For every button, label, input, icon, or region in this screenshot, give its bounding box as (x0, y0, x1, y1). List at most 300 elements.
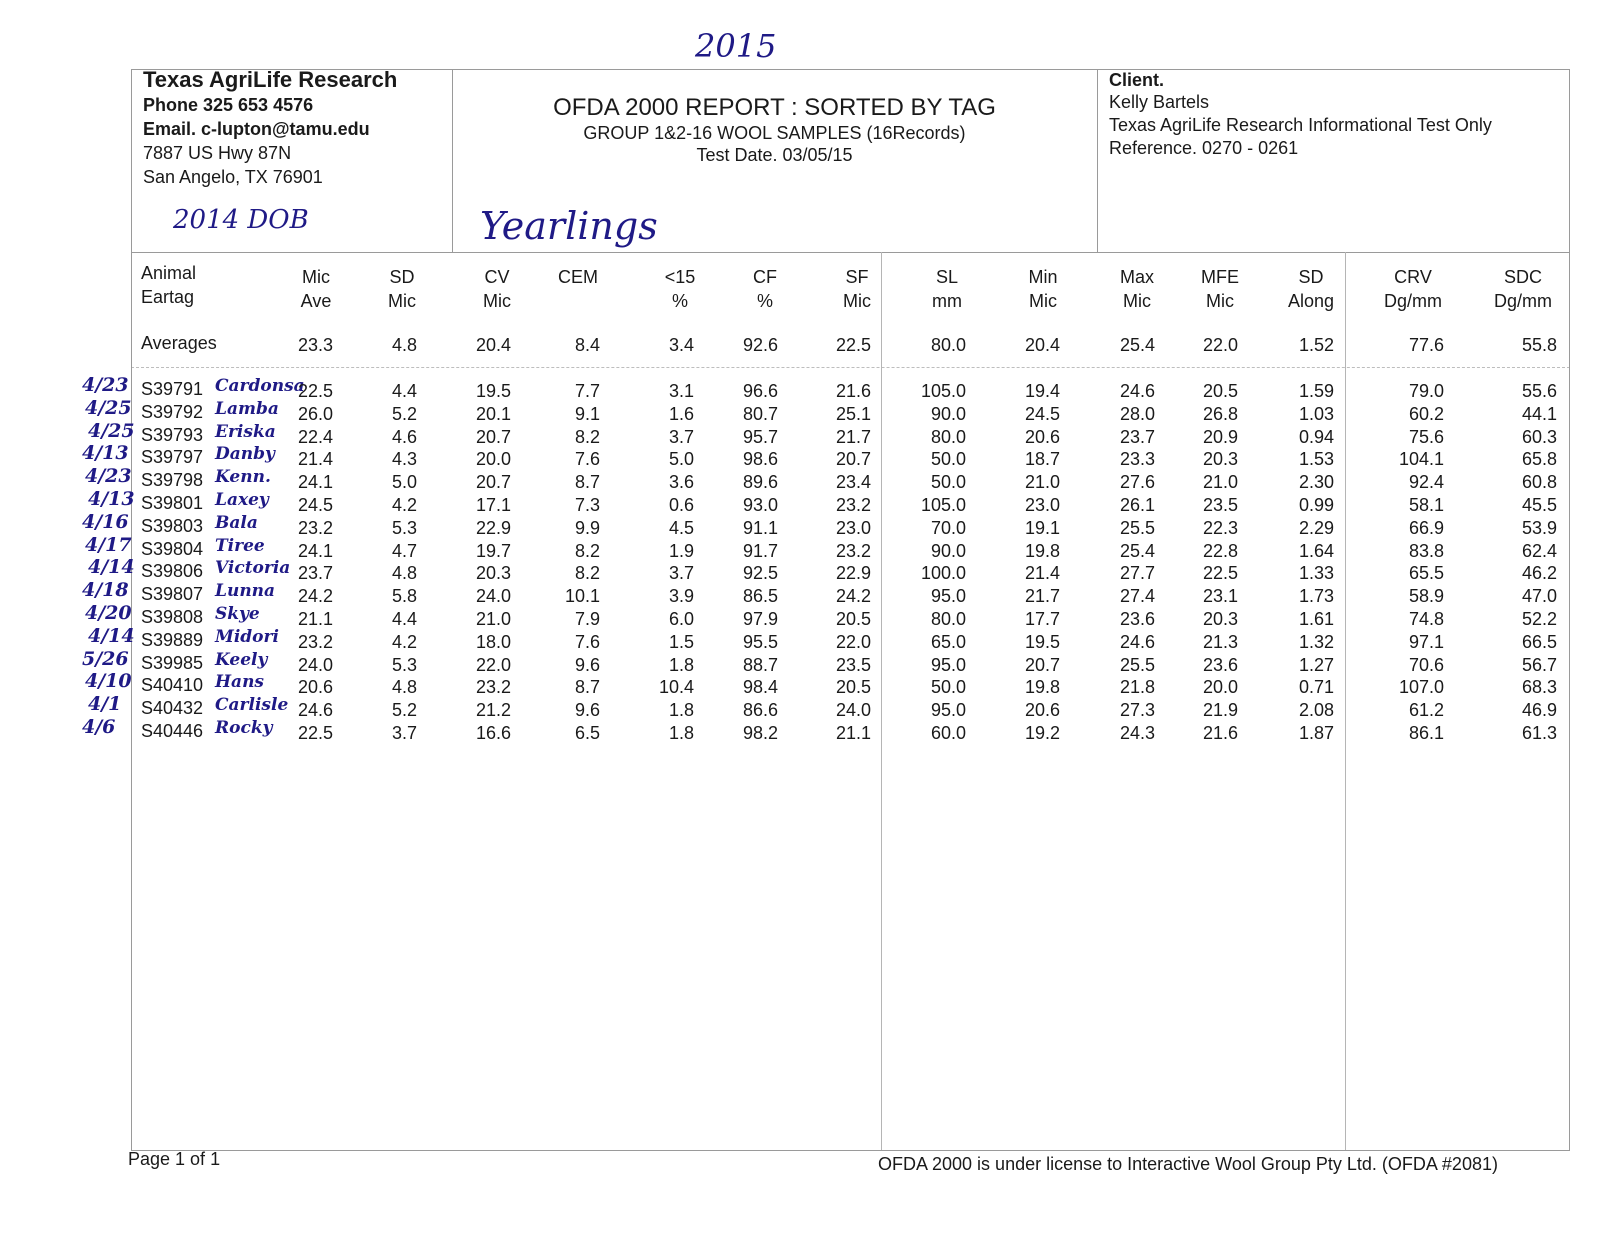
row-hand-name: Kenn. (215, 467, 271, 488)
averages-value: 23.3 (297, 335, 333, 355)
row-eartag: S39791 (141, 379, 204, 399)
averages-value: 20.4 (1024, 335, 1060, 355)
row-value: 21.0 (475, 609, 511, 629)
row-value: 21.6 (835, 381, 871, 401)
row-value: 25.4 (1119, 540, 1155, 561)
row-value: 22.5 (1202, 563, 1238, 584)
lab-block (143, 66, 443, 189)
report-test-date: Test Date. 03/05/15 (696, 145, 853, 165)
column-header-1-line-2: Ave (300, 291, 332, 311)
row-value: 47.0 (1521, 586, 1557, 607)
row-value: 88.7 (742, 654, 778, 675)
row-eartag: S39889 (141, 629, 204, 650)
row-value: 92.4 (1408, 472, 1444, 493)
row-eartag: S39792 (141, 401, 204, 422)
row-value: 2.29 (1298, 517, 1334, 538)
lab-address-line-2: San Angelo, TX 76901 (143, 167, 323, 187)
client-line-2: Texas AgriLife Research Informational Test Only (1109, 115, 1492, 135)
row-value: 91.1 (742, 517, 778, 538)
row-value: 2.30 (1298, 472, 1334, 493)
column-header-2-line-2: Mic (388, 291, 416, 311)
row-value: 23.2 (297, 631, 333, 652)
row-value: 8.7 (574, 677, 600, 698)
row-value: 20.6 (1024, 426, 1060, 447)
row-value: 80.7 (742, 403, 778, 424)
row-hand-date: 4/13 (88, 488, 135, 510)
row-hand-date: 4/13 (82, 442, 129, 465)
row-value: 55.6 (1521, 381, 1557, 401)
row-eartag: S39793 (141, 424, 204, 445)
row-value: 22.0 (835, 631, 871, 652)
row-value: 4.6 (391, 426, 417, 447)
client-label: Client. (1109, 70, 1165, 90)
row-value: 3.1 (668, 381, 694, 401)
header-divider (131, 252, 1570, 253)
column-header-5-line-2: % (671, 291, 688, 311)
row-value: 5.3 (391, 654, 417, 675)
row-value: 74.8 (1408, 609, 1444, 629)
row-value: 26.8 (1202, 403, 1238, 424)
row-eartag: S39808 (141, 607, 204, 627)
column-header-2-line-1: SD (389, 267, 415, 287)
row-value: 25.5 (1119, 654, 1155, 675)
row-value: 80.0 (930, 609, 966, 629)
averages-value: 25.4 (1119, 335, 1155, 355)
row-value: 7.9 (574, 609, 600, 629)
row-value: 100.0 (920, 563, 966, 584)
row-value: 24.3 (1119, 723, 1155, 743)
row-value: 21.1 (835, 723, 871, 743)
row-value: 19.8 (1024, 540, 1060, 561)
row-value: 86.5 (742, 586, 778, 607)
row-value: 23.7 (297, 563, 333, 584)
row-value: 65.0 (930, 631, 966, 652)
row-value: 3.7 (668, 563, 694, 584)
row-value: 46.2 (1521, 563, 1557, 584)
row-value: 28.0 (1119, 403, 1155, 424)
row-value: 21.4 (1024, 563, 1060, 584)
lab-email: Email. c-lupton@tamu.edu (143, 119, 370, 139)
column-header-5-line-1: <15 (664, 267, 696, 287)
row-value: 7.7 (574, 381, 600, 401)
row-value: 21.7 (1024, 586, 1060, 607)
averages-value: 80.0 (930, 335, 966, 355)
row-value: 10.4 (658, 677, 694, 698)
row-value: 27.7 (1119, 563, 1155, 584)
row-value: 52.2 (1521, 609, 1557, 629)
column-header-8-line-1: SL (935, 267, 959, 287)
row-value: 23.5 (1202, 495, 1238, 515)
row-value: 27.6 (1119, 472, 1155, 493)
row-value: 24.0 (835, 700, 871, 721)
column-header-4-line-1: CEM (558, 267, 598, 287)
row-value: 24.0 (475, 586, 511, 607)
row-hand-name: Hans (215, 672, 265, 693)
row-value: 46.9 (1521, 700, 1557, 721)
row-value: 95.0 (930, 700, 966, 721)
row-value: 22.5 (297, 723, 333, 743)
averages-label: Averages (141, 333, 217, 353)
row-hand-name: Rocky (215, 718, 273, 738)
column-header-11-line-1: MFE (1201, 267, 1239, 287)
row-value: 83.8 (1408, 540, 1444, 561)
row-value: 9.6 (574, 654, 600, 675)
row-value: 21.1 (297, 609, 333, 629)
handwritten-group: Yearlings (480, 204, 658, 248)
averages-value: 1.52 (1298, 335, 1334, 355)
row-value: 1.33 (1298, 563, 1334, 584)
row-value: 1.03 (1298, 403, 1334, 424)
column-header-9-line-1: Min (1028, 267, 1058, 287)
row-value: 17.7 (1024, 609, 1060, 629)
row-value: 24.5 (1024, 403, 1060, 424)
row-hand-date: 4/14 (88, 556, 135, 579)
row-value: 97.1 (1408, 631, 1444, 652)
row-value: 92.5 (742, 563, 778, 584)
table-col-divider-1 (881, 252, 882, 1150)
lab-address-line-1: 7887 US Hwy 87N (143, 143, 292, 163)
averages-value: 77.6 (1408, 335, 1444, 355)
column-header-3-line-1: CV (484, 267, 510, 287)
row-eartag: S39803 (141, 515, 204, 536)
row-hand-date: 5/26 (82, 647, 129, 670)
row-value: 23.2 (835, 495, 871, 515)
row-value: 0.71 (1298, 677, 1334, 698)
row-value: 1.53 (1298, 449, 1334, 470)
row-value: 90.0 (930, 403, 966, 424)
row-value: 50.0 (930, 472, 966, 493)
row-value: 107.0 (1398, 677, 1444, 698)
row-value: 20.7 (475, 472, 511, 493)
row-value: 24.2 (835, 586, 871, 607)
row-value: 1.59 (1298, 381, 1334, 401)
table-col-divider-2 (1345, 252, 1346, 1150)
frame-right (1569, 69, 1570, 1150)
column-header-7-line-2: Mic (843, 291, 871, 311)
row-value: 22.4 (297, 426, 333, 447)
row-value: 19.1 (1024, 517, 1060, 538)
row-value: 18.0 (475, 631, 511, 652)
row-value: 93.0 (742, 495, 778, 515)
row-value: 21.8 (1119, 677, 1155, 698)
row-value: 20.3 (475, 563, 511, 584)
row-value: 7.6 (574, 631, 600, 652)
row-value: 23.2 (835, 540, 871, 561)
column-header-animal-2: Eartag (141, 287, 195, 307)
row-eartag: S40432 (141, 698, 204, 719)
row-value: 5.2 (391, 700, 417, 721)
row-value: 22.8 (1202, 540, 1238, 561)
row-value: 9.9 (574, 517, 600, 538)
row-hand-name: Laxey (215, 490, 269, 510)
row-eartag: S39807 (141, 584, 204, 605)
row-value: 1.73 (1298, 586, 1334, 607)
row-value: 20.1 (475, 403, 511, 424)
row-value: 1.8 (668, 723, 694, 743)
row-value: 4.2 (391, 495, 417, 515)
averages-value: 8.4 (574, 335, 600, 355)
averages-value: 92.6 (742, 335, 778, 355)
row-value: 20.6 (1024, 700, 1060, 721)
row-hand-date: 4/18 (82, 579, 129, 602)
report-title-block (452, 94, 1097, 166)
row-value: 24.6 (1119, 631, 1155, 652)
row-value: 1.64 (1298, 540, 1334, 561)
row-value: 60.3 (1521, 426, 1557, 447)
row-value: 21.9 (1202, 700, 1238, 721)
row-value: 23.2 (475, 677, 511, 698)
averages-divider (131, 367, 1570, 368)
handwritten-dob: 2014 DOB (173, 205, 309, 235)
row-value: 5.8 (391, 586, 417, 607)
row-value: 86.6 (742, 700, 778, 721)
row-value: 4.3 (391, 449, 417, 470)
column-header-12-line-2: Along (1287, 291, 1335, 311)
row-value: 9.6 (574, 700, 600, 721)
column-header-7-line-1: SF (845, 267, 869, 287)
row-value: 20.7 (1024, 654, 1060, 675)
row-value: 105.0 (920, 495, 966, 515)
row-value: 4.2 (391, 631, 417, 652)
column-header-13-line-2: Dg/mm (1384, 291, 1442, 311)
averages-value: 22.0 (1202, 335, 1238, 355)
row-value: 2.08 (1298, 700, 1334, 721)
column-header-3-line-2: Mic (483, 291, 511, 311)
row-value: 24.1 (297, 540, 333, 561)
row-value: 24.2 (297, 586, 333, 607)
row-value: 96.6 (742, 381, 778, 401)
row-value: 20.9 (1202, 426, 1238, 447)
row-eartag: S40410 (141, 675, 204, 696)
row-value: 80.0 (930, 426, 966, 447)
row-value: 20.3 (1202, 449, 1238, 470)
row-value: 0.94 (1298, 426, 1334, 447)
averages-value: 22.5 (835, 335, 871, 355)
column-header-6-line-2: % (756, 291, 773, 311)
handwritten-year: 2015 (695, 27, 777, 65)
row-value: 22.3 (1202, 517, 1238, 538)
row-value: 50.0 (930, 449, 966, 470)
row-value: 60.0 (930, 723, 966, 743)
row-value: 16.6 (475, 723, 511, 743)
row-value: 4.4 (391, 381, 417, 401)
row-value: 21.0 (1202, 472, 1238, 493)
row-value: 56.7 (1521, 654, 1557, 675)
row-eartag: S39804 (141, 538, 204, 559)
row-hand-name: Victoria (215, 558, 291, 579)
row-hand-name: Skye (215, 604, 260, 624)
license-note: OFDA 2000 is under license to Interactive Wool Group Pty Ltd. (OFDA #2081) (878, 1154, 1498, 1174)
row-value: 86.1 (1408, 723, 1444, 743)
row-value: 23.3 (1119, 449, 1155, 470)
row-value: 20.3 (1202, 609, 1238, 629)
page-number: Page 1 of 1 (128, 1149, 221, 1169)
row-value: 21.6 (1202, 723, 1238, 743)
row-value: 79.0 (1408, 381, 1444, 401)
row-eartag: S39806 (141, 561, 204, 582)
row-value: 75.6 (1408, 426, 1444, 447)
row-value: 18.7 (1024, 449, 1060, 470)
row-eartag: S39798 (141, 470, 204, 491)
row-value: 20.7 (475, 426, 511, 447)
column-header-9-line-2: Mic (1029, 291, 1057, 311)
row-value: 98.2 (742, 723, 778, 743)
row-value: 4.8 (391, 563, 417, 584)
row-value: 26.1 (1119, 495, 1155, 515)
row-value: 6.5 (574, 723, 600, 743)
row-value: 4.4 (391, 609, 417, 629)
row-value: 24.1 (297, 472, 333, 493)
row-value: 53.9 (1521, 517, 1557, 538)
row-value: 58.9 (1408, 586, 1444, 607)
row-value: 19.5 (475, 381, 511, 401)
report-title: OFDA 2000 REPORT : SORTED BY TAG (553, 94, 996, 121)
row-value: 24.0 (297, 654, 333, 675)
row-value: 20.7 (835, 449, 871, 470)
row-value: 23.2 (297, 517, 333, 538)
column-header-13-line-1: CRV (1394, 267, 1432, 287)
row-value: 20.5 (835, 609, 871, 629)
row-value: 4.7 (391, 540, 417, 561)
row-hand-date: 4/23 (82, 374, 129, 396)
row-value: 20.6 (297, 677, 333, 698)
row-eartag: S40446 (141, 721, 204, 741)
row-value: 20.0 (1202, 677, 1238, 698)
row-value: 24.6 (297, 700, 333, 721)
column-header-14-line-1: SDC (1503, 267, 1542, 287)
row-value: 7.3 (574, 495, 600, 515)
row-value: 66.9 (1408, 517, 1444, 538)
frame-bottom (131, 1150, 1570, 1151)
row-value: 24.6 (1119, 381, 1155, 401)
column-header-1-line-1: Mic (302, 267, 330, 287)
row-hand-date: 4/20 (85, 602, 132, 624)
averages-value: 4.8 (391, 335, 417, 355)
row-value: 0.6 (668, 495, 694, 515)
row-value: 61.3 (1521, 723, 1557, 743)
row-value: 9.1 (574, 403, 600, 424)
row-value: 95.0 (930, 586, 966, 607)
row-value: 65.8 (1521, 449, 1557, 470)
row-value: 95.5 (742, 631, 778, 652)
row-value: 5.0 (668, 449, 694, 470)
row-value: 5.3 (391, 517, 417, 538)
row-value: 1.32 (1298, 631, 1334, 652)
row-hand-date: 4/25 (85, 396, 132, 419)
row-value: 22.5 (297, 381, 333, 401)
row-value: 27.4 (1119, 586, 1155, 607)
column-header-10-line-2: Mic (1123, 291, 1151, 311)
row-value: 21.7 (835, 426, 871, 447)
column-header-11-line-2: Mic (1206, 291, 1234, 311)
column-header-animal-1: Animal (141, 263, 197, 283)
row-value: 95.7 (742, 426, 778, 447)
row-value: 23.4 (835, 472, 871, 493)
row-hand-name: Danby (215, 444, 275, 465)
row-value: 19.4 (1024, 381, 1060, 401)
row-value: 8.7 (574, 472, 600, 493)
row-value: 0.99 (1298, 495, 1334, 515)
row-hand-name: Lunna (215, 581, 276, 602)
row-hand-date: 4/6 (82, 716, 116, 738)
row-value: 5.0 (391, 472, 417, 493)
row-value: 1.8 (668, 654, 694, 675)
column-header-6-line-1: CF (753, 267, 777, 287)
row-value: 60.2 (1408, 403, 1444, 424)
row-hand-name: Carlisle (215, 695, 289, 716)
row-hand-date: 4/17 (85, 533, 132, 556)
row-value: 23.0 (835, 517, 871, 538)
row-value: 3.9 (668, 586, 694, 607)
lab-phone: Phone 325 653 4576 (143, 95, 314, 115)
row-value: 1.61 (1298, 609, 1334, 629)
row-value: 22.0 (475, 654, 511, 675)
row-value: 23.1 (1202, 586, 1238, 607)
row-value: 25.5 (1119, 517, 1155, 538)
row-value: 21.0 (1024, 472, 1060, 493)
row-value: 60.8 (1521, 472, 1557, 493)
row-value: 23.6 (1119, 609, 1155, 629)
row-value: 23.5 (835, 654, 871, 675)
row-value: 61.2 (1408, 700, 1444, 721)
row-value: 19.2 (1024, 723, 1060, 743)
row-hand-date: 4/25 (88, 419, 135, 442)
row-hand-name: Lamba (215, 398, 279, 419)
row-eartag: S39985 (141, 652, 204, 673)
row-value: 20.5 (835, 677, 871, 698)
report-subtitle: GROUP 1&2-16 WOOL SAMPLES (16Records) (583, 123, 966, 143)
row-value: 4.5 (668, 517, 694, 538)
row-value: 50.0 (930, 677, 966, 698)
row-value: 25.1 (835, 403, 871, 424)
row-hand-name: Midori (215, 626, 279, 647)
row-value: 1.5 (668, 631, 694, 652)
row-hand-name: Bala (215, 512, 258, 533)
row-value: 70.6 (1408, 654, 1444, 675)
row-eartag: S39797 (141, 447, 204, 468)
row-value: 1.6 (668, 403, 694, 424)
row-value: 98.4 (742, 677, 778, 698)
row-value: 19.5 (1024, 631, 1060, 652)
row-value: 97.9 (742, 609, 778, 629)
row-value: 90.0 (930, 540, 966, 561)
averages-value: 55.8 (1521, 335, 1557, 355)
row-hand-name: Eriska (215, 421, 276, 442)
row-value: 22.9 (475, 517, 511, 538)
row-value: 58.1 (1408, 495, 1444, 515)
row-value: 23.7 (1119, 426, 1155, 447)
row-eartag: S39801 (141, 493, 204, 513)
row-value: 95.0 (930, 654, 966, 675)
row-value: 21.3 (1202, 631, 1238, 652)
row-value: 91.7 (742, 540, 778, 561)
row-value: 3.7 (391, 723, 417, 743)
row-value: 70.0 (930, 517, 966, 538)
averages-value: 3.4 (668, 335, 694, 355)
row-value: 3.6 (668, 472, 694, 493)
row-value: 1.27 (1298, 654, 1334, 675)
row-value: 98.6 (742, 449, 778, 470)
row-value: 20.0 (475, 449, 511, 470)
row-value: 7.6 (574, 449, 600, 470)
client-name: Kelly Bartels (1109, 92, 1210, 112)
row-value: 5.2 (391, 403, 417, 424)
row-value: 8.2 (574, 426, 600, 447)
row-value: 4.8 (391, 677, 417, 698)
row-value: 104.1 (1398, 449, 1444, 470)
row-value: 24.5 (297, 495, 333, 515)
row-value: 19.7 (475, 540, 511, 561)
